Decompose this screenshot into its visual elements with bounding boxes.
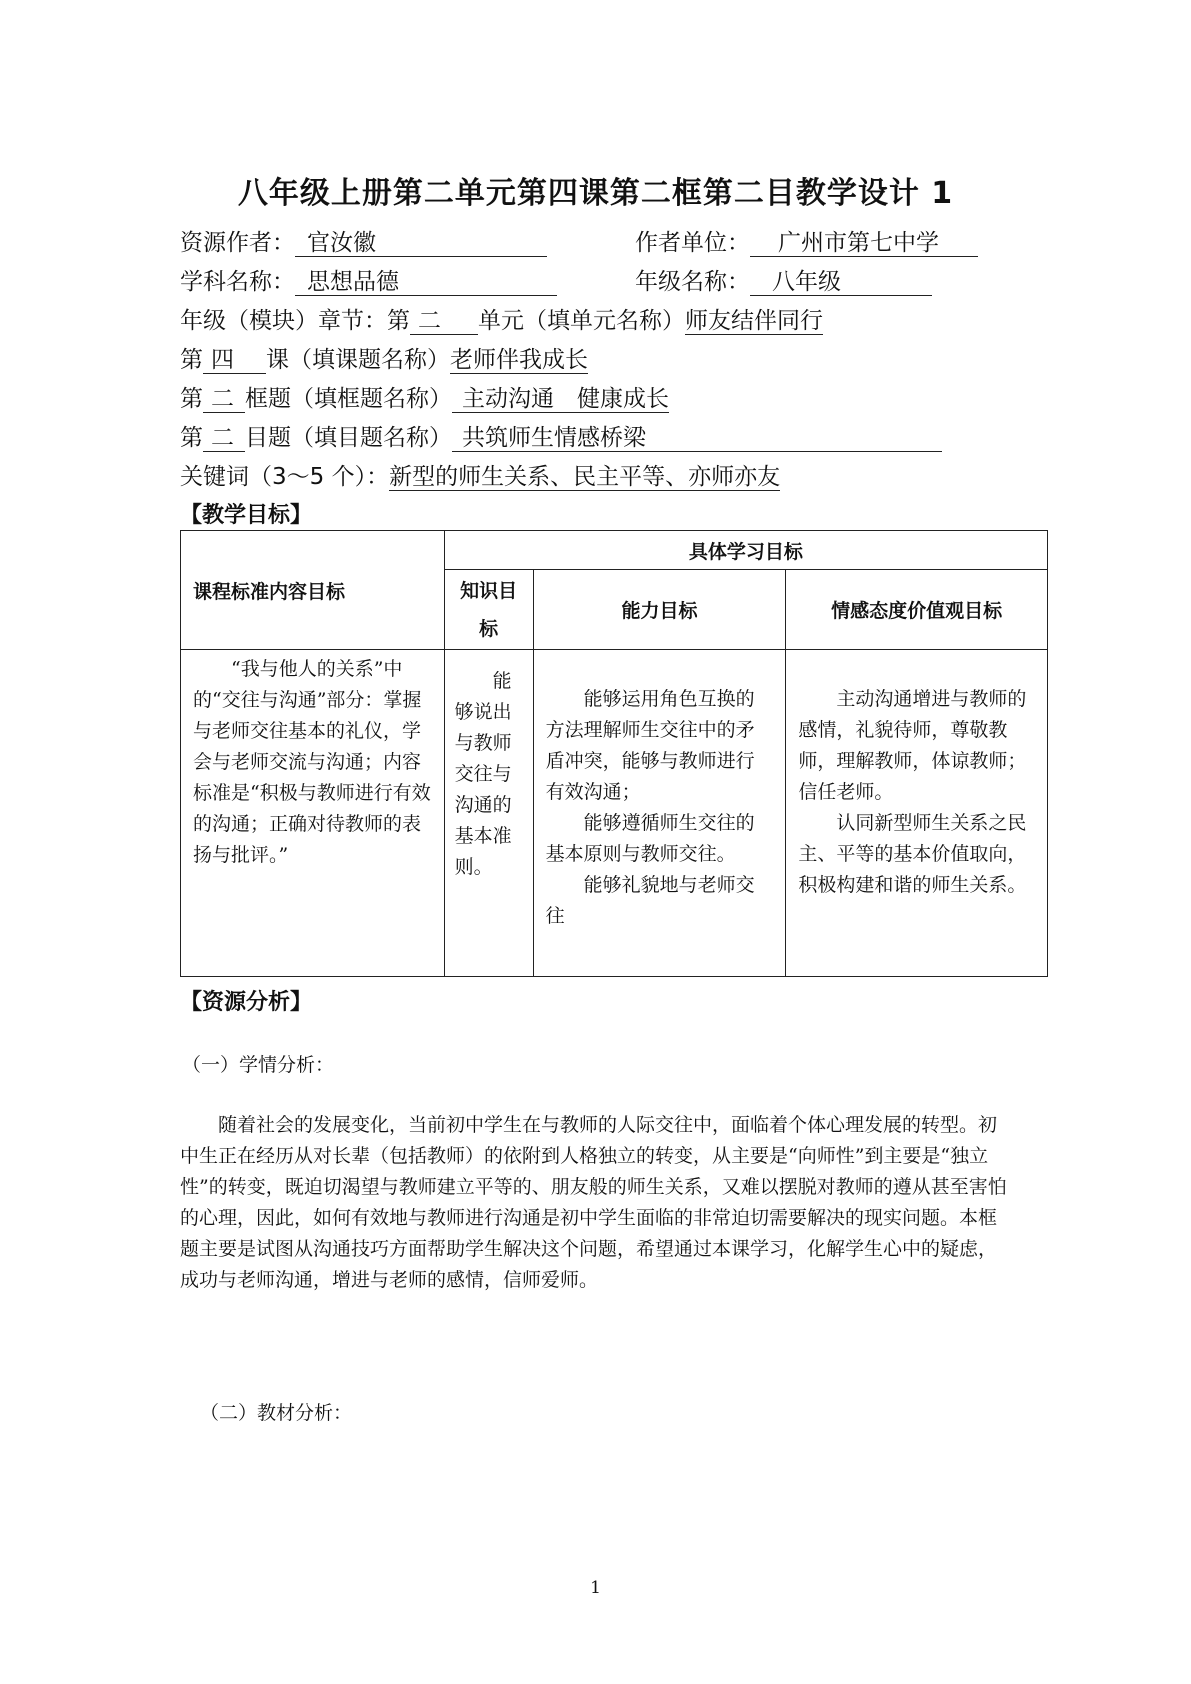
keywords-label: 关键词（3～5 个）： xyxy=(180,464,390,490)
chapter-name: 师友结伴同行 xyxy=(685,308,823,334)
unit-label: 作者单位： xyxy=(635,230,750,256)
goals-section-title: 【教学目标】 xyxy=(180,503,313,528)
header-knowledge: 知识目标 xyxy=(444,570,533,650)
frame-number: 二 xyxy=(203,386,245,413)
page-number: 1 xyxy=(590,1578,601,1598)
ability-paragraph-1: 能够运用角色互换的方法理解师生交往中的矛盾冲突，能够与教师进行有效沟通； xyxy=(545,688,755,803)
goals-table xyxy=(180,530,1048,977)
chapter-number: 二 xyxy=(410,308,478,335)
subject-value: 思想品德 xyxy=(295,269,557,296)
lesson-name: 老师伴我成长 xyxy=(450,347,588,373)
item-number: 二 xyxy=(203,425,245,452)
standard-cell: “我与他人的关系”中的“交往与沟通”部分：掌握与老师交往基本的礼仪，学会与老师交流与沟通；内容标准是“积极与教师进行有效的沟通；正确对待教师的表扬与批评。” xyxy=(181,650,445,977)
frame-prefix: 第 xyxy=(180,386,203,412)
frame-line xyxy=(180,383,669,415)
header-specific: 具体学习目标 xyxy=(444,531,1047,570)
ability-paragraph-2: 能够遵循师生交往的基本原则与教师交往。 xyxy=(545,812,755,865)
header-standard: 课程标准内容目标 xyxy=(181,531,445,650)
subsection-material-analysis: （二）教材分析： xyxy=(200,1402,353,1424)
item-line xyxy=(180,422,942,454)
lesson-prefix: 第 xyxy=(180,347,203,373)
header-ability: 能力目标 xyxy=(533,570,786,650)
subsection-learner-analysis: （一）学情分析： xyxy=(182,1054,335,1076)
chapter-mid: 单元（填单元名称） xyxy=(478,308,685,334)
chapter-prefix: 年级（模块）章节：第 xyxy=(180,308,410,334)
keywords-line xyxy=(180,461,780,493)
learner-analysis-paragraph: 随着社会的发展变化，当前初中学生在与教师的人际交往中，面临着个体心理发展的转型。初中生正在经历从对长辈（包括教师）的依附到人格独立的转变，从主要是“向师性”到主要是“独立性”的转变，既迫切渴望与教师建立平等的、朋友般的师生关系，又难以摆脱对教师的遵从甚至害怕的心理，因此，如何有效地与教师进行沟通是初中学生面临的非常迫切需要解决的现实问题。本框题主要是试图从沟通技巧方面帮助学生解决这个问题，希望通过本课学习，化解学生心中的疑虑，成功与老师沟通，增进与老师的感情，信师爱师。 xyxy=(180,1114,1007,1291)
unit-value: 广州市第七中学 xyxy=(750,230,978,257)
chapter-line xyxy=(180,305,823,337)
item-mid: 目题（填目题名称） xyxy=(245,425,452,451)
author-value: 官汝徽 xyxy=(295,230,547,257)
emotion-cell xyxy=(786,650,1048,977)
frame-mid: 框题（填框题名称） xyxy=(245,386,452,412)
knowledge-cell: 能够说出与教师交往与沟通的基本准则。 xyxy=(444,650,533,977)
subject-line xyxy=(180,266,557,298)
grade-label: 年级名称： xyxy=(635,269,750,295)
lesson-line xyxy=(180,344,588,376)
author-label: 资源作者： xyxy=(180,230,295,256)
emotion-paragraph-2: 认同新型师生关系之民主、平等的基本价值取向，积极构建和谐的师生关系。 xyxy=(798,812,1027,896)
ability-cell xyxy=(533,650,786,977)
item-prefix: 第 xyxy=(180,425,203,451)
unit-line xyxy=(635,227,978,259)
item-name: 共筑师生情感桥梁 xyxy=(452,425,942,452)
author-line xyxy=(180,227,547,259)
emotion-paragraph-1: 主动沟通增进与教师的感情，礼貌待师，尊敬教师，理解教师，体谅教师；信任老师。 xyxy=(798,688,1027,803)
lesson-number: 四 xyxy=(203,347,266,374)
lesson-mid: 课（填课题名称） xyxy=(266,347,450,373)
subject-label: 学科名称： xyxy=(180,269,295,295)
header-emotion: 情感态度价值观目标 xyxy=(786,570,1048,650)
analysis-section-title: 【资源分析】 xyxy=(180,990,313,1015)
grade-value: 八年级 xyxy=(750,269,932,296)
grade-line xyxy=(635,266,932,298)
ability-paragraph-3: 能够礼貌地与老师交往 xyxy=(545,874,755,927)
document-title: 八年级上册第二单元第四课第二框第二目教学设计 1 xyxy=(237,176,954,211)
frame-name: 主动沟通 健康成长 xyxy=(452,386,669,413)
keywords-value: 新型的师生关系、民主平等、亦师亦友 xyxy=(389,464,781,490)
